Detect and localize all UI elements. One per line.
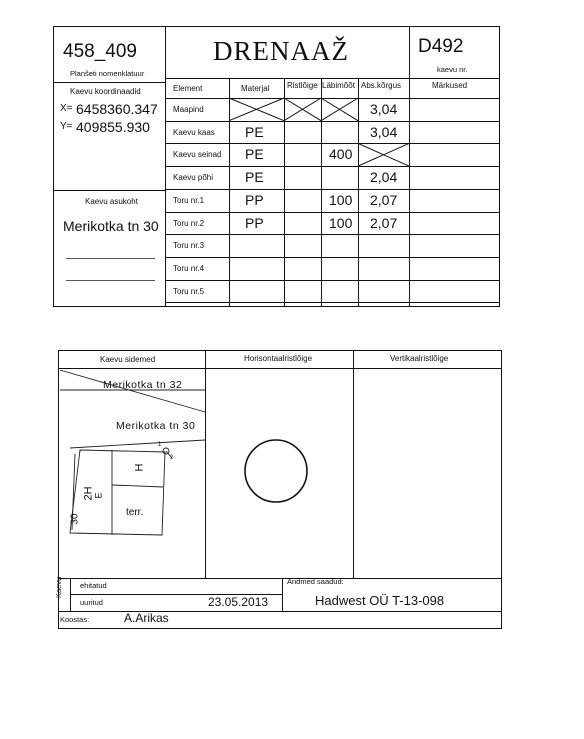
- footer-side-label: Kaevu: [54, 576, 63, 598]
- col-header-diameter: Läbimõõt: [322, 81, 355, 90]
- surveyed-label: uuritud: [80, 598, 103, 607]
- data-provider-value: Hadwest OÜ T-13-098: [315, 593, 445, 608]
- row-abs-height: 2,07: [370, 214, 398, 231]
- row-element-label: Toru nr.1: [173, 195, 205, 205]
- building-label-2h: 2H: [82, 486, 95, 501]
- col-header-cross-section: Ristlõige: [287, 81, 318, 90]
- coordinates-heading: Kaevu koordinaadid: [70, 87, 141, 96]
- row-material: PP: [245, 214, 264, 231]
- row-abs-height: 2,04: [370, 169, 398, 186]
- survey-date: 23.05.2013: [208, 595, 269, 609]
- row-element-label: Kaevu põhi: [173, 173, 214, 183]
- row-element-label: Toru nr.2: [173, 218, 205, 228]
- y-coordinate: 409855.930: [76, 119, 150, 135]
- street-label-30: Merikotka tn 30: [116, 420, 196, 432]
- row-abs-height: 2,07: [370, 191, 398, 208]
- compiled-value: A.Arikas: [124, 611, 169, 625]
- row-diameter: 100: [329, 214, 353, 231]
- location-value: Merikotka tn 30: [63, 218, 159, 234]
- col-header-notes: Märkused: [432, 81, 468, 90]
- horizontal-section-circle: [245, 440, 307, 502]
- street-label-32: Merikotka tn 32: [103, 379, 183, 391]
- row-material: PE: [245, 146, 264, 163]
- sheet-number: 458_409: [63, 41, 137, 62]
- x-coordinate: 6458360.347: [76, 101, 158, 117]
- y-label: Y=: [60, 121, 73, 132]
- col-header-vertical: Vertikaalristlõige: [390, 354, 449, 363]
- row-element-label: Toru nr.4: [173, 263, 205, 273]
- col-header-material: Materjal: [241, 84, 270, 93]
- built-label: ehitatud: [80, 581, 107, 590]
- row-diameter: 400: [329, 146, 353, 163]
- terrace-label: terr.: [126, 507, 144, 518]
- row-material: PP: [245, 191, 264, 208]
- building-label-e: E: [93, 492, 104, 499]
- row-element-label: Toru nr.5: [173, 286, 205, 296]
- well-number: D492: [418, 36, 464, 57]
- row-material: PE: [245, 123, 264, 140]
- building-label-h: H: [133, 463, 146, 472]
- row-diameter: 100: [329, 191, 353, 208]
- col-header-abs-height: Abs.kõrgus: [361, 81, 402, 90]
- location-heading: Kaevu asukoht: [85, 197, 138, 206]
- row-element-label: Kaevu seinad: [173, 150, 222, 160]
- row-element-label: Kaevu kaas: [173, 127, 215, 137]
- marker-1: 1: [158, 442, 162, 448]
- col-header-horizontal: Horisontaalristlõige: [244, 354, 313, 363]
- row-element-label: Toru nr.3: [173, 241, 205, 251]
- row-abs-height: 3,04: [370, 101, 398, 117]
- col-header-element: Element: [173, 84, 203, 93]
- form-title: DRENAAŽ: [213, 36, 349, 66]
- row-abs-height: 3,04: [370, 123, 398, 140]
- col-header-connections: Kaevu sidemed: [100, 355, 156, 364]
- x-label: X=: [60, 103, 73, 114]
- well-caption: kaevu nr.: [437, 65, 468, 74]
- row-material: PE: [245, 169, 264, 186]
- row-element-label: Maapind: [173, 105, 204, 114]
- marker-2: 2: [170, 455, 174, 461]
- sheet-caption: Planšeti nomenklatuur: [70, 69, 145, 78]
- compiled-label: Koostas:: [60, 615, 90, 624]
- data-provider-label: Andmed saadud:: [287, 577, 344, 586]
- dimension-30: 30: [69, 513, 81, 525]
